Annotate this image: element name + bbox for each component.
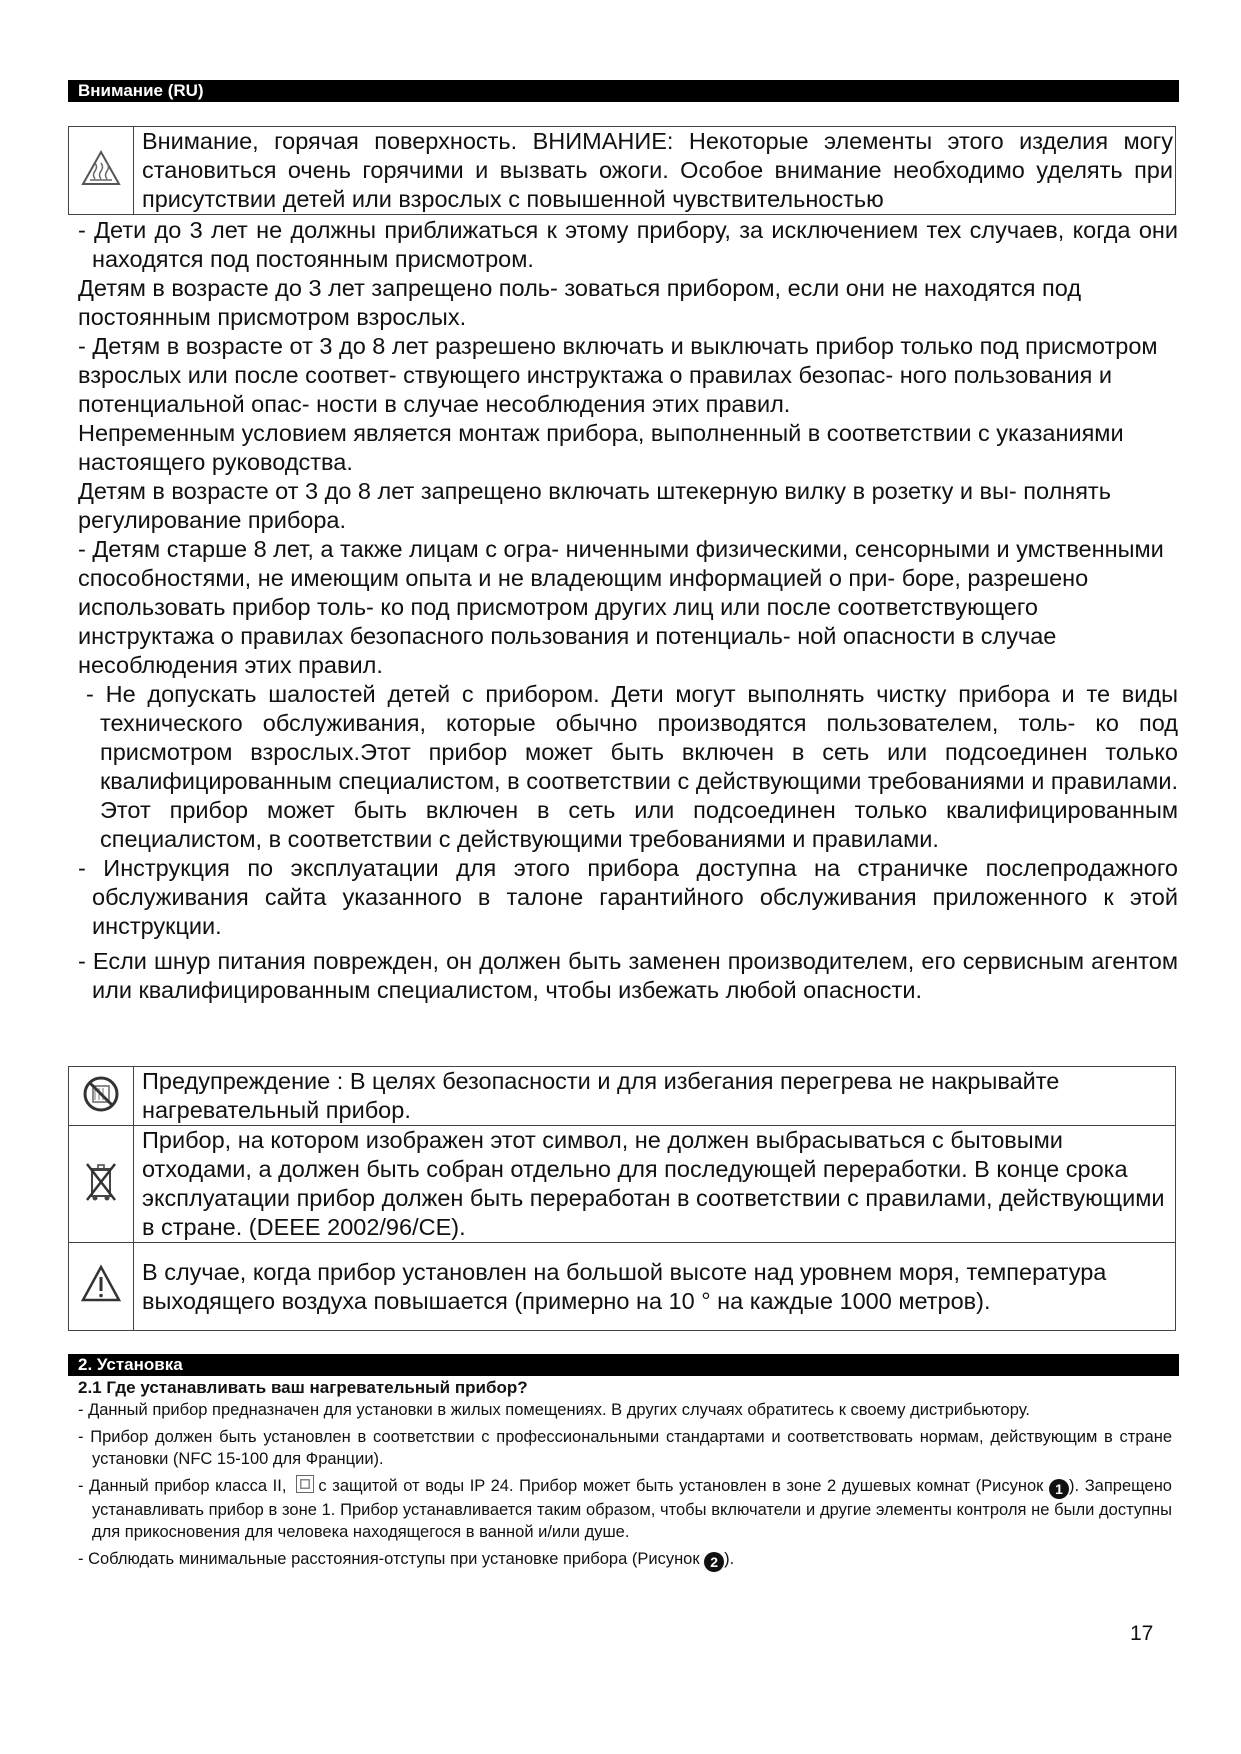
paragraph: Детям в возрасте от 3 до 8 лет запрещено включать штекерную вилку в розетку и вы- полнять регулирование прибора. <box>78 478 1111 533</box>
paragraph-text: с защитой от воды IP 24. Прибор может быть установлен в зоне 2 душевых комнат (Рисунок <box>318 1477 1044 1495</box>
paragraph: - Дети до 3 лет не должны приближаться к этому прибору, за исключением тех случаев, когда они находятся под постоянным присмотром. <box>78 217 1178 272</box>
warning-triangle-icon <box>69 1243 134 1331</box>
crossed-bin-icon <box>69 1126 134 1243</box>
symbol-text: В случае, когда прибор установлен на большой высоте над уровнем моря, температура выходящего воздуха повышается (примерно на 10 ° на каждые 1000 метров). <box>134 1243 1176 1331</box>
hot-surface-icon <box>69 127 134 215</box>
paragraph: - Прибор должен быть установлен в соответствии с профессиональными стандартами и соответствовать нормам, действующим в стране установки (NFC 15-100 для Франции). <box>78 1428 1172 1468</box>
paragraph: - Данный прибор предназначен для установки в жилых помещениях. В других случаях обратитесь к своему дистрибьютору. <box>78 1401 1030 1419</box>
section-header-warning: Внимание (RU) <box>68 80 1179 102</box>
paragraph <box>78 1475 1172 1543</box>
symbol-table <box>68 1066 1176 1331</box>
paragraph-text: ). Запрещено устанавливать прибор в зоне 1. Прибор устанавливается таким образом, чтобы включатели и другие элементы контроля не были доступны для прикосновения для человека находящегося в ванной и/или душе. <box>92 1477 1172 1541</box>
paragraph: Непременным условием является монтаж прибора, выполненный в соответствии с указаниями настоящего руководства. <box>78 420 1124 475</box>
hot-surface-warning-text: Внимание, горячая поверхность. ВНИМАНИЕ: Некоторые элементы этого изделия могу становиться очень горячими и вызвать ожоги. Особое внимание необходимо уделять при присутствии детей или взрослых с повышенной чувствительностью <box>134 127 1176 215</box>
symbol-row <box>69 1067 1176 1126</box>
paragraph <box>78 1548 1172 1572</box>
hot-surface-warning-table <box>68 126 1176 215</box>
class-ii-icon <box>296 1475 314 1493</box>
do-not-cover-icon <box>69 1067 134 1126</box>
figure-1-badge: 1 <box>1049 1479 1069 1499</box>
section-header-installation: 2. Установка <box>68 1354 1179 1376</box>
paragraph-text: ). <box>724 1550 735 1568</box>
paragraph-text: - Данный прибор класса II, <box>78 1477 287 1495</box>
paragraph: - Не допускать шалостей детей с прибором. Дети могут выполнять чистку прибора и те виды технического обслуживания, которые обычно производятся пользователем, толь- ко под присмотром взрослых.Этот прибор может быть включен в сеть или подсоединен только квалифицированным специалистом, в соответствии с действующими требованиями и правилами. Этот прибор может быть включен в сеть или подсоединен только квалифицированным специалистом, в соответствии с действующими требованиями и правилами. <box>86 681 1178 852</box>
symbol-row <box>69 1126 1176 1243</box>
paragraph: - Инструкция по эксплуатации для этого прибора доступна на страничке послепродажного обслуживания сайта указанного в талоне гарантийного обслуживания приложенного к этой инструкции. <box>78 855 1178 939</box>
symbol-row <box>69 1243 1176 1331</box>
installation-paragraphs <box>78 1399 1172 1577</box>
symbol-text: Предупреждение : В целях безопасности и для избегания перегрева не накрывайте нагревательный прибор. <box>134 1067 1176 1126</box>
page-number: 17 <box>1130 1622 1154 1645</box>
paragraph: - Если шнур питания поврежден, он должен быть заменен производителем, его сервисным агентом или квалифицированным специалистом, чтобы избежать любой опасности. <box>78 948 1178 1003</box>
symbol-text: Прибор, на котором изображен этот символ, не должен выбрасываться с бытовыми отходами, а должен быть собран отдельно для последующей переработки. В конце срока эксплуатации прибор должен быть переработан в соответствии с правилами, действующими в стране. (DEEE 2002/96/CE). <box>134 1126 1176 1243</box>
paragraph-text: - Соблюдать минимальные расстояния-отступы при установке прибора (Рисунок <box>78 1550 700 1568</box>
figure-2-badge: 2 <box>704 1552 724 1572</box>
paragraph: - Детям старше 8 лет, а также лицам с огра- ниченными физическими, сенсорными и умственными способностями, не имеющим опыта и не владеющим информацией о при- боре, разрешено использовать прибор толь- ко под присмотром других лиц или после соответствующего инструктажа о правилах безопасного пользования и потенциаль- ной опасности в случае несоблюдения этих правил. <box>78 536 1164 678</box>
paragraph: Детям в возрасте до 3 лет запрещено поль- зоваться прибором, если они не находятся под постоянным присмотром взрослых. <box>78 275 1082 330</box>
subsection-title: 2.1 Где устанавливать ваш нагревательный прибор? <box>78 1378 528 1397</box>
paragraph: - Детям в возрасте от 3 до 8 лет разрешено включать и выключать прибор только под присмотром взрослых или после соответ- ствующего инструктажа о правилах безопас- ного пользования и потенциальной опас- ности в случае несоблюдения этих правил. <box>78 333 1158 417</box>
safety-paragraphs <box>78 216 1178 1005</box>
